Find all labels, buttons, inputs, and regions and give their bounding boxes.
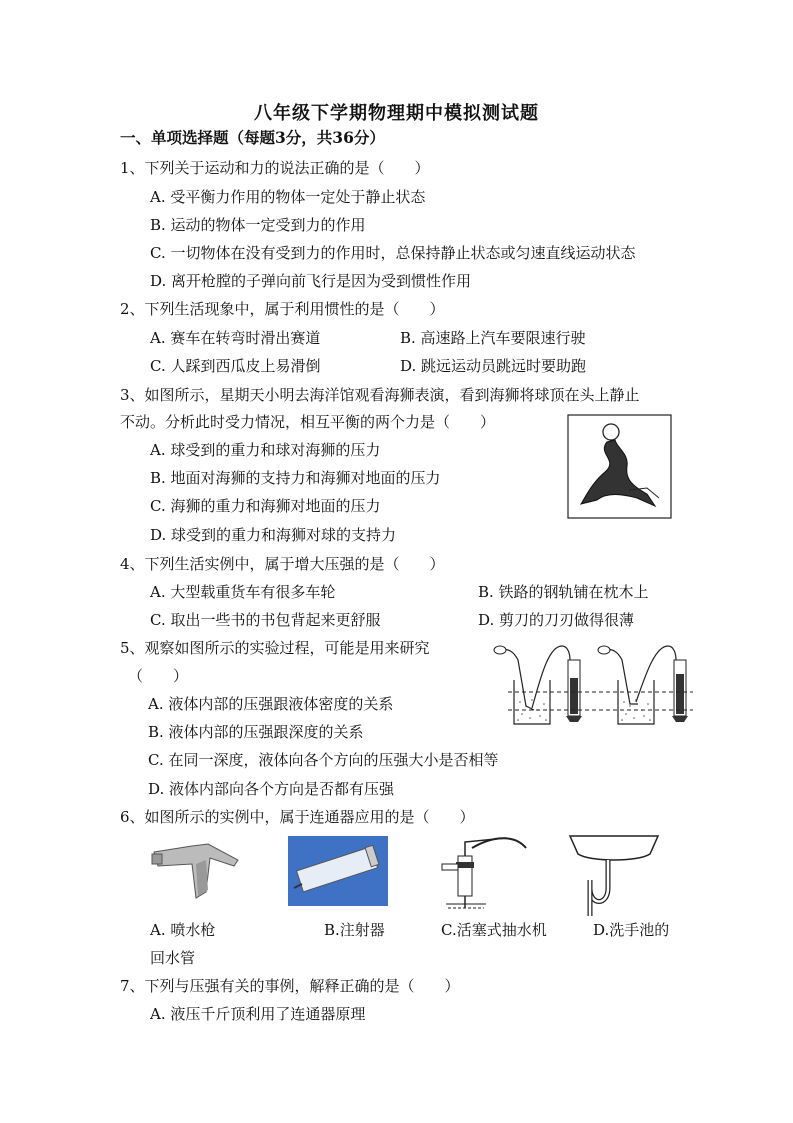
q3-option-c: C. 海狮的重力和海狮对地面的压力 <box>150 497 381 515</box>
section-heading: 一、单项选择题（每题3分，共36分） <box>120 128 385 147</box>
q2-option-c: C. 人踩到西瓜皮上易滑倒 <box>150 357 321 375</box>
q6-option-d-wrap: 回水管 <box>150 949 196 967</box>
q5-option-a: A. 液体内部的压强跟液体密度的关系 <box>148 695 394 713</box>
q4-option-d: D. 剪刀的刀刃做得很薄 <box>478 611 635 629</box>
piston-pump-image <box>436 834 532 914</box>
question-7-stem: 7、下列与压强有关的事例，解释正确的是（ ） <box>120 977 460 995</box>
q2-option-b: B. 高速路上汽车要限速行驶 <box>400 329 586 347</box>
q2-option-a: A. 赛车在转弯时滑出赛道 <box>150 329 321 347</box>
q4-option-c: C. 取出一些书的书包背起来更舒服 <box>150 611 381 629</box>
q6-option-b: B.注射器 <box>324 921 385 939</box>
q6-option-a: A. 喷水枪 <box>150 921 216 939</box>
sea-lion-figure <box>567 414 672 519</box>
q5-option-c: C. 在同一深度，液体向各个方向的压强大小是否相等 <box>148 751 499 769</box>
q1-option-c: C. 一切物体在没有受到力的作用时，总保持静止状态或匀速直线运动状态 <box>150 244 636 262</box>
question-6-stem: 6、如图所示的实例中，属于连通器应用的是（ ） <box>120 808 475 826</box>
sink-drain-image <box>568 828 660 916</box>
question-5-stem-line2: （ ） <box>128 667 189 685</box>
q3-option-d: D. 球受到的重力和海狮对球的支持力 <box>150 526 397 544</box>
q5-option-d: D. 液体内部向各个方向是否都有压强 <box>148 780 395 798</box>
q2-option-d: D. 跳远运动员跳远时要助跑 <box>400 357 587 375</box>
q1-option-d: D. 离开枪膛的子弹向前飞行是因为受到惯性作用 <box>150 272 472 290</box>
page-title: 八年级下学期物理期中模拟测试题 <box>254 103 539 124</box>
q3-option-a: A. 球受到的重力和球对海狮的压力 <box>150 441 381 459</box>
question-5-stem-line1: 5、观察如图所示的实验过程，可能是用来研究 <box>120 639 430 657</box>
question-4-stem: 4、下列生活实例中，属于增大压强的是（ ） <box>120 555 445 573</box>
q4-option-a: A. 大型载重货车有很多车轮 <box>150 583 336 601</box>
q4-option-b: B. 铁路的钢轨铺在枕木上 <box>478 583 649 601</box>
q1-option-a: A. 受平衡力作用的物体一定处于静止状态 <box>150 188 426 206</box>
q5-option-b: B. 液体内部的压强跟深度的关系 <box>148 723 364 741</box>
question-2-stem: 2、下列生活现象中，属于利用惯性的是（ ） <box>120 300 445 318</box>
question-3-stem-line2: 不动。分析此时受力情况，相互平衡的两个力是（ ） <box>120 413 496 431</box>
spray-gun-image <box>148 840 244 902</box>
q6-option-c: C.活塞式抽水机 <box>441 921 547 939</box>
q7-option-a: A. 液压千斤顶利用了连通器原理 <box>150 1005 366 1023</box>
question-3-stem-line1: 3、如图所示，星期天小明去海洋馆观看海狮表演，看到海狮将球顶在头上静止 <box>120 386 640 404</box>
q3-option-b: B. 地面对海狮的支持力和海狮对地面的压力 <box>150 469 441 487</box>
q1-option-b: B. 运动的物体一定受到力的作用 <box>150 216 366 234</box>
pressure-gauge-experiment-figure <box>488 640 700 732</box>
q6-option-d: D.洗手池的 <box>593 921 670 939</box>
question-1-stem: 1、下列关于运动和力的说法正确的是（ ） <box>120 159 430 177</box>
syringe-image <box>288 836 388 906</box>
